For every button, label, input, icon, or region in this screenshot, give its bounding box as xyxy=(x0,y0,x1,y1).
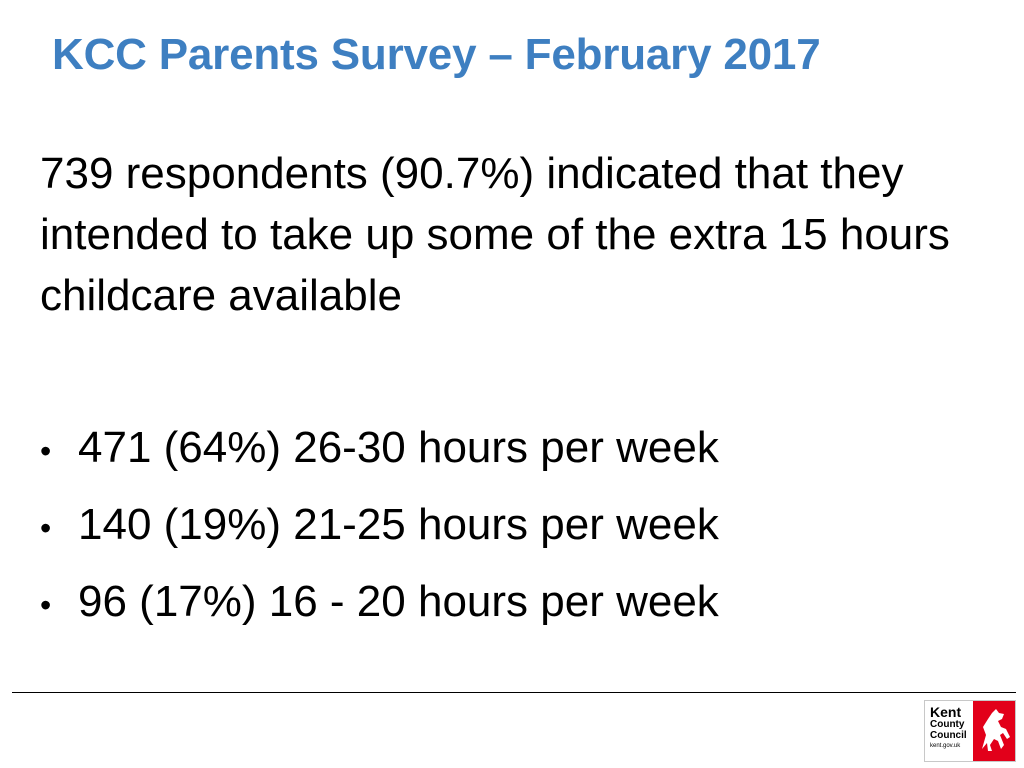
footer-divider xyxy=(12,692,1016,693)
bullet-text: 140 (19%) 21-25 hours per week xyxy=(78,500,719,549)
bullet-list xyxy=(40,411,719,642)
logo-line-kent: Kent xyxy=(930,704,962,720)
bullet-item xyxy=(40,411,719,488)
body-paragraph: 739 respondents (90.7%) indicated that they intended to take up some of the extra 15 hours childcare available xyxy=(40,149,950,320)
bullet-item xyxy=(40,565,719,642)
bullet-marker: • xyxy=(40,510,52,546)
bullet-item xyxy=(40,488,719,565)
kent-county-council-logo xyxy=(924,700,1016,762)
bullet-text: 96 (17%) 16 - 20 hours per week xyxy=(78,577,719,626)
bullet-text: 471 (64%) 26-30 hours per week xyxy=(78,423,719,472)
logo-line-url: kent.gov.uk xyxy=(930,743,961,749)
slide-title: KCC Parents Survey – February 2017 xyxy=(52,30,821,79)
white-horse-icon xyxy=(973,701,1015,761)
logo-line-county: County xyxy=(930,719,965,730)
logo-line-council: Council xyxy=(930,730,967,741)
logo-wordmark xyxy=(925,701,973,761)
bullet-marker: • xyxy=(40,433,52,469)
bullet-marker: • xyxy=(40,587,52,623)
